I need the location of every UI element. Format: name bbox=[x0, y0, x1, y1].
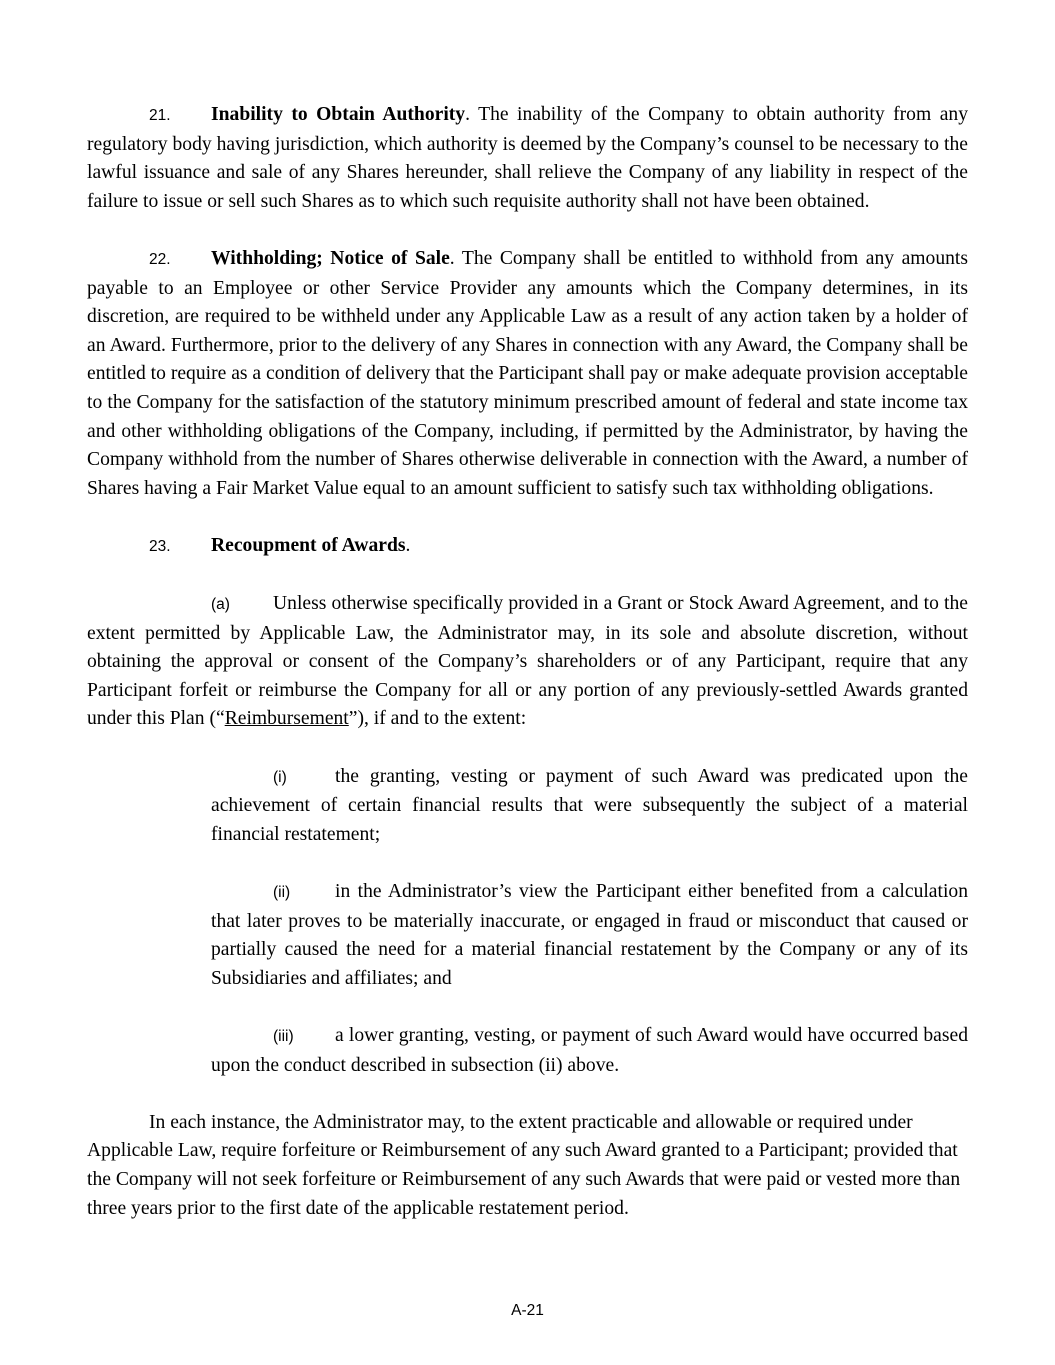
closing-paragraph: In each instance, the Administrator may, to the extent practicable and allowable or required under Applicable Law, require forfeiture or Reimbursement of any such Award granted to a Participant; provided that the Company will not seek forfeiture or Reimbursement of any such Awards that were paid or vested more than three years prior to the first date of the applicable restatement period. bbox=[87, 1111, 961, 1219]
section-title-suffix: . bbox=[405, 534, 411, 556]
page-number: A-21 bbox=[511, 1302, 544, 1319]
subsection-text-before: Unless otherwise specifically provided in a Grant or Stock Award Agreement, and to the extent permitted by Applicable Law, the Administrator may, in its sole and absolute discretion, without obtaining the approval or consent of the Company’s shareholders or of any Participant, require that any Participant forfeit or reimburse the Company for all or any portion of any previously-settled Awards granted under this Plan (“ bbox=[87, 593, 968, 730]
section-21 bbox=[87, 101, 968, 216]
section-number: 22. bbox=[149, 250, 171, 268]
list-item-ii bbox=[211, 878, 968, 993]
list-item-text: in the Administrator’s view the Participant either benefited from a calculation that later proves to be materially inaccurate, or engaged in fraud or misconduct that caused or partially caused the need for a material financial restatement by the Company or any of its Subsidiaries and affiliates; and bbox=[211, 881, 968, 989]
defined-term-reimbursement: Reimbursement bbox=[224, 708, 349, 730]
section-title: Inability to Obtain Authority bbox=[211, 104, 466, 125]
list-item-label: (iii) bbox=[273, 1028, 294, 1045]
list-item-iii bbox=[211, 1022, 968, 1080]
document-body bbox=[87, 101, 968, 1223]
list-item-label: (i) bbox=[273, 768, 287, 786]
section-number: 23. bbox=[149, 537, 171, 555]
subsection-a bbox=[87, 590, 968, 734]
section-23-heading bbox=[87, 532, 968, 562]
list-item-text: a lower granting, vesting, or payment of such Award would have occurred based upon the conduct described in subsection (ii) above. bbox=[211, 1025, 968, 1076]
subsection-text-after: ”), if and to the extent: bbox=[348, 708, 527, 730]
section-title: Recoupment of Awards bbox=[211, 534, 406, 556]
section-title: Withholding; Notice of Sale bbox=[211, 247, 450, 269]
section-22 bbox=[87, 245, 968, 503]
section-number: 21. bbox=[149, 107, 171, 124]
list-item-label: (ii) bbox=[273, 884, 291, 902]
section-text: . The Company shall be entitled to withhold from any amounts payable to an Employee or other Service Provider any amounts which the Company determines, in its discretion, are required to be withheld under any Applicable Law as a result of any action taken by a holder of an Award. Furthermore, prior to the delivery of any Shares in connection with any Award, the Company shall be entitled to require as a condition of delivery that the Participant shall pay or make adequate provision acceptable to the Company for the satisfaction of the statutory minimum prescribed amount of federal and state income tax and other withholding obligations of the Company, including, if permitted by the Administrator, by having the Company withhold from the number of Shares otherwise deliverable in connection with the Award, a number of Shares having a Fair Market Value equal to an amount sufficient to satisfy such tax withholding obligations. bbox=[87, 247, 968, 499]
subsection-label: (a) bbox=[211, 596, 230, 614]
list-item-text: the granting, vesting or payment of such Award was predicated upon the achievement of certain financial results that were subsequently the subject of a material financial restatement; bbox=[211, 765, 968, 845]
list-item-i bbox=[211, 763, 968, 850]
section-text: . The inability of the Company to obtain authority from any regulatory body having jurisdiction, which authority is deemed by the Company’s counsel to be necessary to the lawful issuance and sale of any Shares hereunder, shall relieve the Company of any liability in respect of the failure to issue or sell such Shares as to which such requisite authority shall not have been obtained. bbox=[87, 104, 968, 212]
